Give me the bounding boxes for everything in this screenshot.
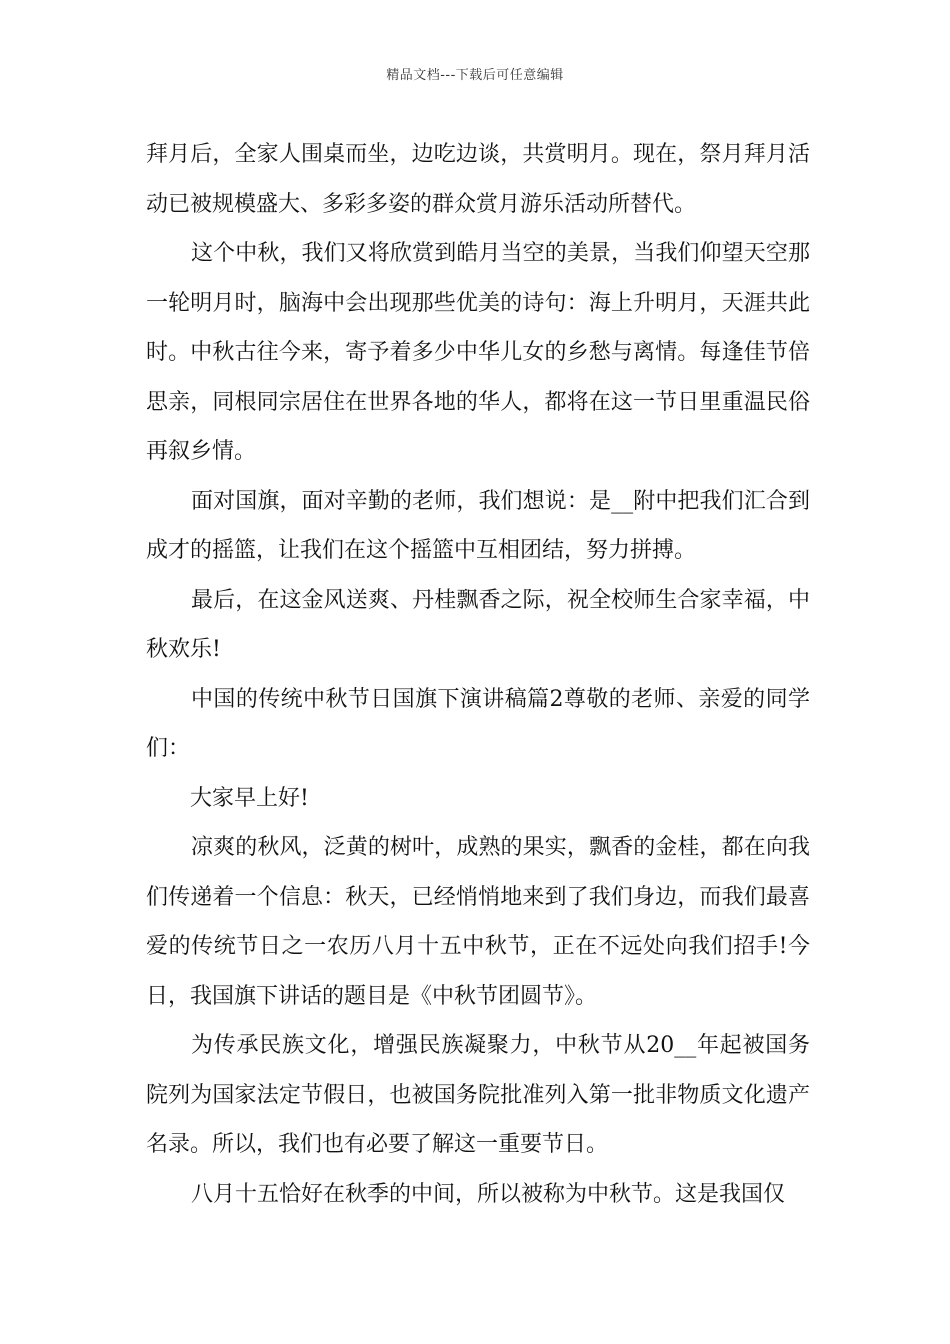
paragraph-5: 中国的传统中秋节日国旗下演讲稿篇2尊敬的老师、亲爱的同学们： — [146, 686, 810, 761]
paragraph-9: 八月十五恰好在秋季的中间，所以被称为中秋节。这是我国仅 — [191, 1181, 786, 1207]
paragraph-6: 大家早上好! — [190, 785, 309, 811]
paragraph-2: 这个中秋，我们又将欣赏到皓月当空的美景，当我们仰望天空那一轮明月时，脑海中会出现那些优美的诗句：海上升明月，天涯共此时。中秋古往今来，寄予着多少中华儿女的乡愁与离情。每逢佳节倍思亲，同根同宗居住在世界各地的华人，都将在这一节日里重温民俗再叙乡情。 — [146, 241, 810, 464]
paragraph-4: 最后，在这金风送爽、丹桂飘香之际，祝全校师生合家幸福，中秋欢乐! — [146, 587, 810, 662]
page-header: 精品文档---下载后可任意编辑 — [386, 68, 564, 83]
paragraph-7: 凉爽的秋风，泛黄的树叶，成熟的果实，飘香的金桂，都在向我们传递着一个信息：秋天，已经悄悄地来到了我们身边，而我们最喜爱的传统节日之一农历八月十五中秋节，正在不远处向我们招手!今日，我国旗下讲话的题目是《中秋节团圆节》。 — [146, 835, 810, 1009]
paragraph-1: 拜月后，全家人围桌而坐，边吃边谈，共赏明月。现在，祭月拜月活动已被规模盛大、多彩多姿的群众赏月游乐活动所替代。 — [146, 142, 810, 217]
document-body — [146, 130, 810, 1219]
paragraph-8: 为传承民族文化，增强民族凝聚力，中秋节从20__年起被国务院列为国家法定节假日，也被国务院批准列入第一批非物质文化遗产名录。所以，我们也有必要了解这一重要节日。 — [146, 1033, 810, 1157]
paragraph-3: 面对国旗，面对辛勤的老师，我们想说：是__附中把我们汇合到成才的摇篮，让我们在这个摇篮中互相团结，努力拼搏。 — [146, 488, 810, 563]
